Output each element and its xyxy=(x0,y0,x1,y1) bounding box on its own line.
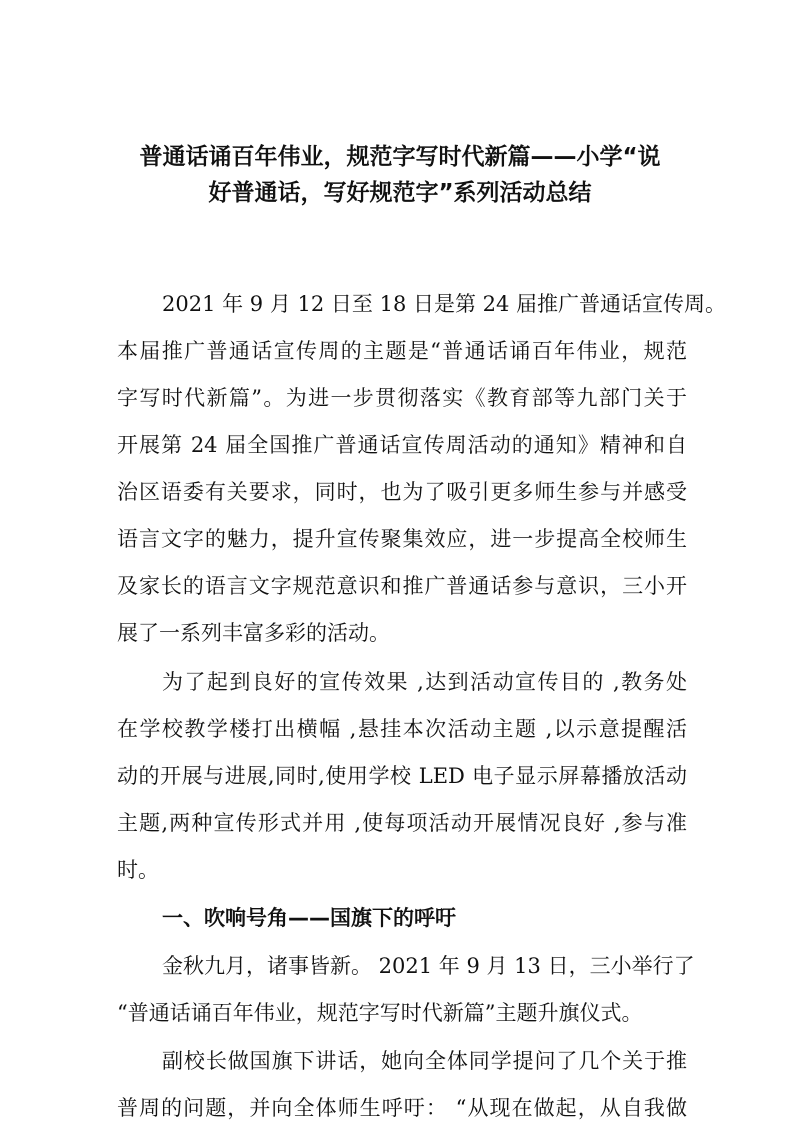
paragraph-3-line-1: 金秋九月，诸事皆新。 2021 年 9 月 13 日，三小举行了 xyxy=(162,954,695,978)
paragraph-4-line-2: 普周的问题，并向全体师生呼吁： “从现在做起，从自我做 xyxy=(117,1096,687,1120)
paragraph-1-line-5: 治区语委有关要求，同时，也为了吸引更多师生参与并感受 xyxy=(117,480,687,504)
paragraph-1-line-1: 2021 年 9 月 12 日至 18 日是第 24 届推广普通话宣传周。 xyxy=(162,292,727,316)
paragraph-1-line-4: 开展第 24 届全国推广普通话宣传周活动的通知》精神和自 xyxy=(117,433,687,457)
paragraph-3-line-2: “普通话诵百年伟业，规范字写时代新篇”主题升旗仪式。 xyxy=(117,1001,643,1025)
section-heading-1: 一、吹响号角——国旗下的呼吁 xyxy=(162,906,456,930)
paragraph-1-line-3: 字写时代新篇”。为进一步贯彻落实《教育部等九部门关于 xyxy=(117,386,687,410)
paragraph-1-line-6: 语言文字的魅力，提升宣传聚集效应，进一步提高全校师生 xyxy=(117,527,687,551)
paragraph-1-line-7: 及家长的语言文字规范意识和推广普通话参与意识，三小开 xyxy=(117,574,687,598)
paragraph-1-line-2: 本届推广普通话宣传周的主题是“普通话诵百年伟业，规范 xyxy=(117,339,687,363)
paragraph-2-line-2: 在学校教学楼打出横幅 ,悬挂本次活动主题 ,以示意提醒活 xyxy=(117,717,687,741)
document-title-line-2: 好普通话，写好规范字”系列活动总结 xyxy=(208,180,592,206)
paragraph-2-line-5: 时。 xyxy=(117,858,159,882)
paragraph-2-line-3: 动的开展与进展,同时,使用学校 LED 电子显示屏幕播放活动 xyxy=(117,764,687,788)
paragraph-2-line-1: 为了起到良好的宣传效果 ,达到活动宣传目的 ,教务处 xyxy=(162,670,687,694)
paragraph-2-line-4: 主题,两种宣传形式并用 ,使每项活动开展情况良好 ,参与准 xyxy=(117,811,687,835)
paragraph-1-line-8: 展了一系列丰富多彩的活动。 xyxy=(117,621,390,645)
paragraph-4-line-1: 副校长做国旗下讲话，她向全体同学提问了几个关于推 xyxy=(162,1049,687,1073)
document-title-line-1: 普通话诵百年伟业，规范字写时代新篇——小学“说 xyxy=(139,144,661,170)
